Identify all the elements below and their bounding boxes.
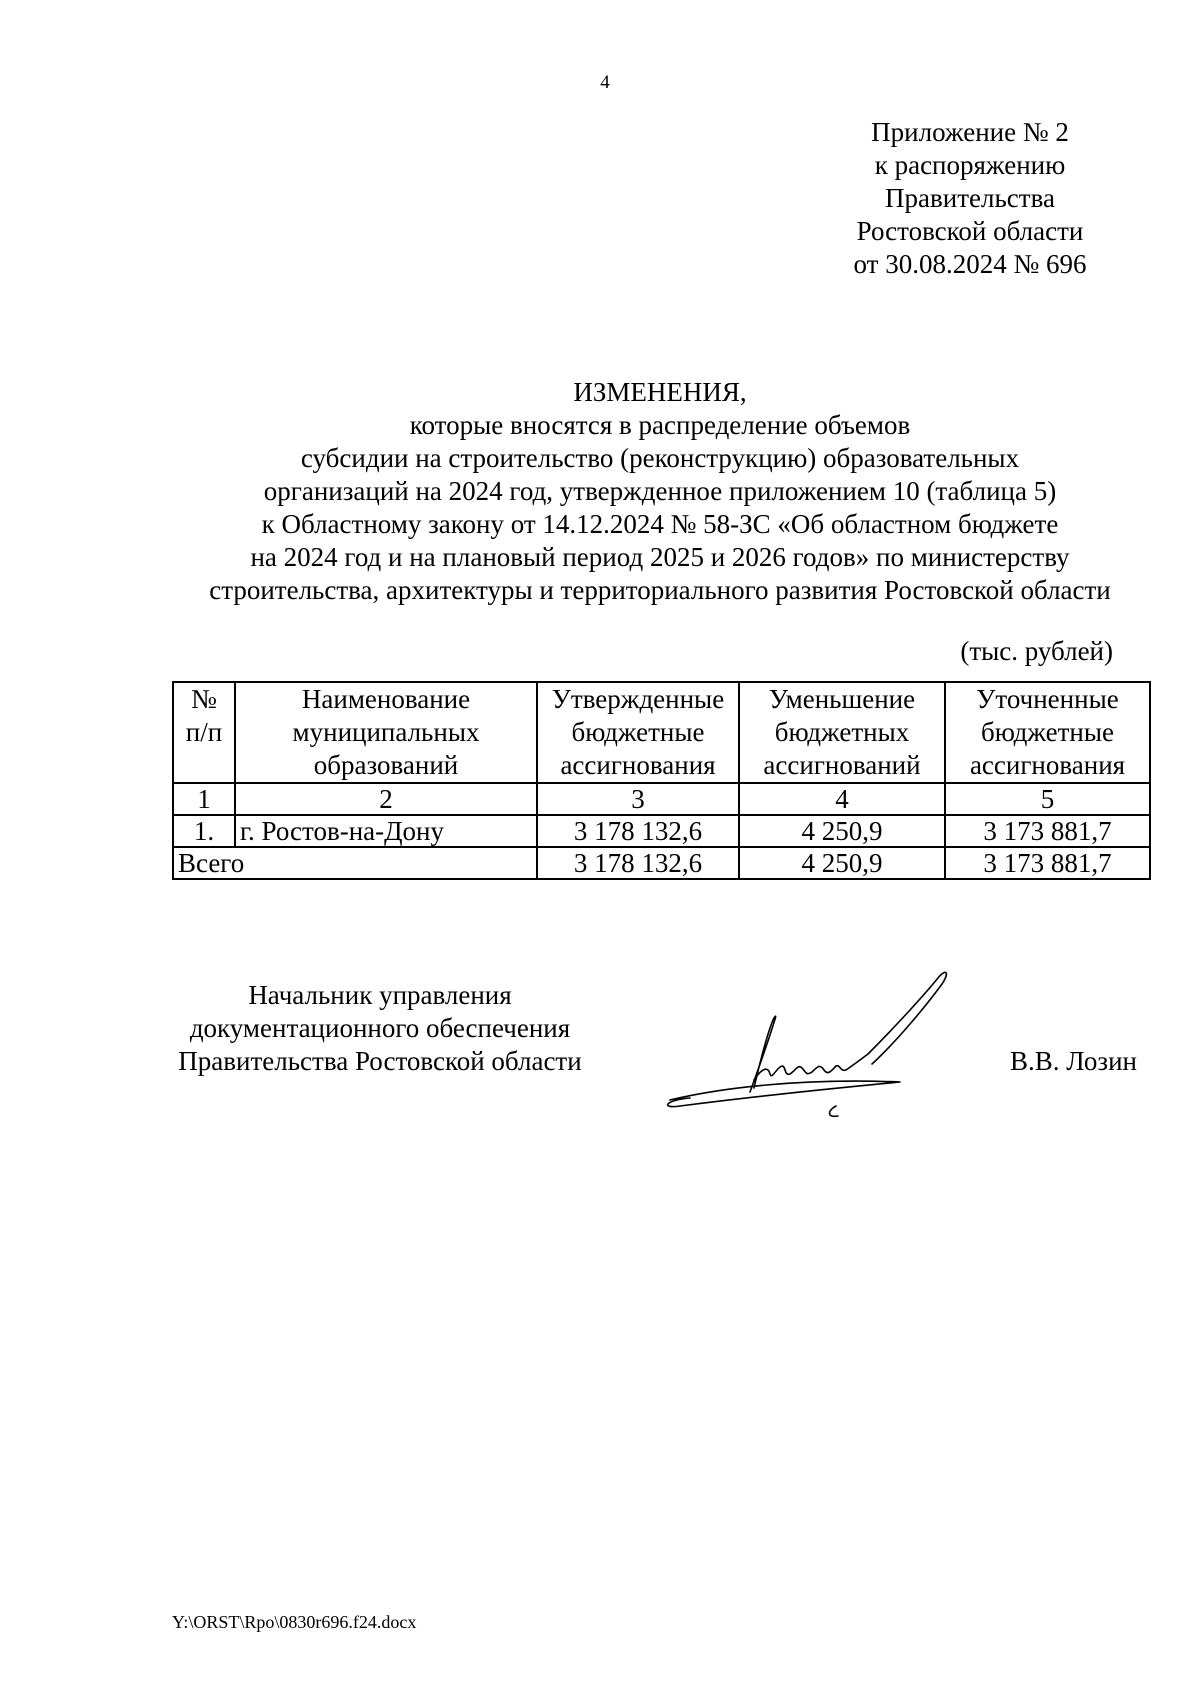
total-row: [173, 847, 1150, 879]
municipality-name: г. Ростов-на-Дону: [235, 815, 537, 847]
header-text: ассигнования: [560, 750, 716, 780]
title-line-3: организаций на 2024 год, утвержденное приложением 10 (таблица 5): [263, 476, 1057, 506]
position-line-1: Начальник управления: [248, 980, 512, 1010]
decrease-value: 4 250,9: [739, 815, 945, 847]
header-text: ассигнования: [969, 750, 1126, 780]
attachment-block: [820, 116, 1120, 281]
title-line-4: к Областному закону от 14.12.2024 № 58-ЗС «Об областном бюджете: [261, 509, 1059, 539]
attachment-line-4: Ростовской области: [856, 216, 1084, 246]
title-line-6: строительства, архитектуры и территориального развития Ростовской области: [209, 575, 1111, 605]
total-decrease: 4 250,9: [739, 847, 945, 879]
handwritten-signature: [650, 960, 990, 1120]
document-title: [120, 376, 1200, 607]
page-number: 4: [600, 72, 610, 93]
column-number: 2: [235, 783, 537, 815]
header-text: Утвержденные: [551, 684, 725, 714]
signatory-name: В.В. Лозин: [1010, 1046, 1137, 1076]
signatory-position: [170, 979, 590, 1078]
header-text: бюджетные: [981, 717, 1114, 747]
total-adjusted: 3 173 881,7: [945, 847, 1150, 879]
title-heading: ИЗМЕНЕНИЯ,: [573, 377, 747, 407]
total-label: Всего: [173, 847, 537, 879]
header-text: муниципальных: [292, 717, 480, 747]
file-path: Y:\ORST\Rpo\0830r696.f24.docx: [172, 1612, 417, 1632]
column-number: 3: [537, 783, 739, 815]
table-row: [173, 815, 1150, 847]
title-line-1: которые вносятся в распределение объемов: [409, 410, 911, 440]
adjusted-value: 3 173 881,7: [945, 815, 1150, 847]
total-approved: 3 178 132,6: [537, 847, 739, 879]
units-label: (тыс. рублей): [960, 636, 1113, 666]
position-line-2: документационного обеспечения: [189, 1013, 571, 1043]
title-line-5: на 2024 год и на плановый период 2025 и 2026 годов» по министерству: [250, 542, 1070, 572]
header-text: Уменьшение: [768, 684, 916, 714]
attachment-line-5: от 30.08.2024 № 696: [853, 249, 1087, 279]
header-text: образований: [313, 750, 459, 780]
header-text: Уточненные: [976, 684, 1119, 714]
approved-value: 3 178 132,6: [537, 815, 739, 847]
table-header-row: [173, 682, 1150, 783]
attachment-line-3: Правительства: [885, 183, 1055, 213]
column-number-row: [173, 783, 1150, 815]
attachment-line-2: к распоряжению: [874, 150, 1066, 180]
header-approved: [537, 682, 739, 783]
header-adjusted: [945, 682, 1150, 783]
attachment-line-1: Приложение № 2: [871, 117, 1069, 147]
title-line-2: субсидии на строительство (реконструкцию) образовательных: [300, 443, 1020, 473]
column-number: 4: [739, 783, 945, 815]
header-municipality: [235, 682, 537, 783]
position-line-3: Правительства Ростовской области: [178, 1046, 582, 1076]
header-number: [173, 682, 235, 783]
column-number: 5: [945, 783, 1150, 815]
header-text: №: [191, 684, 217, 714]
budget-table: [172, 681, 1151, 880]
header-text: ассигнований: [763, 750, 921, 780]
header-text: бюджетных: [774, 717, 910, 747]
header-text: бюджетные: [571, 717, 705, 747]
header-text: п/п: [185, 717, 223, 747]
column-number: 1: [173, 783, 235, 815]
header-text: Наименование: [301, 684, 471, 714]
header-decrease: [739, 682, 945, 783]
row-number: 1.: [173, 815, 235, 847]
